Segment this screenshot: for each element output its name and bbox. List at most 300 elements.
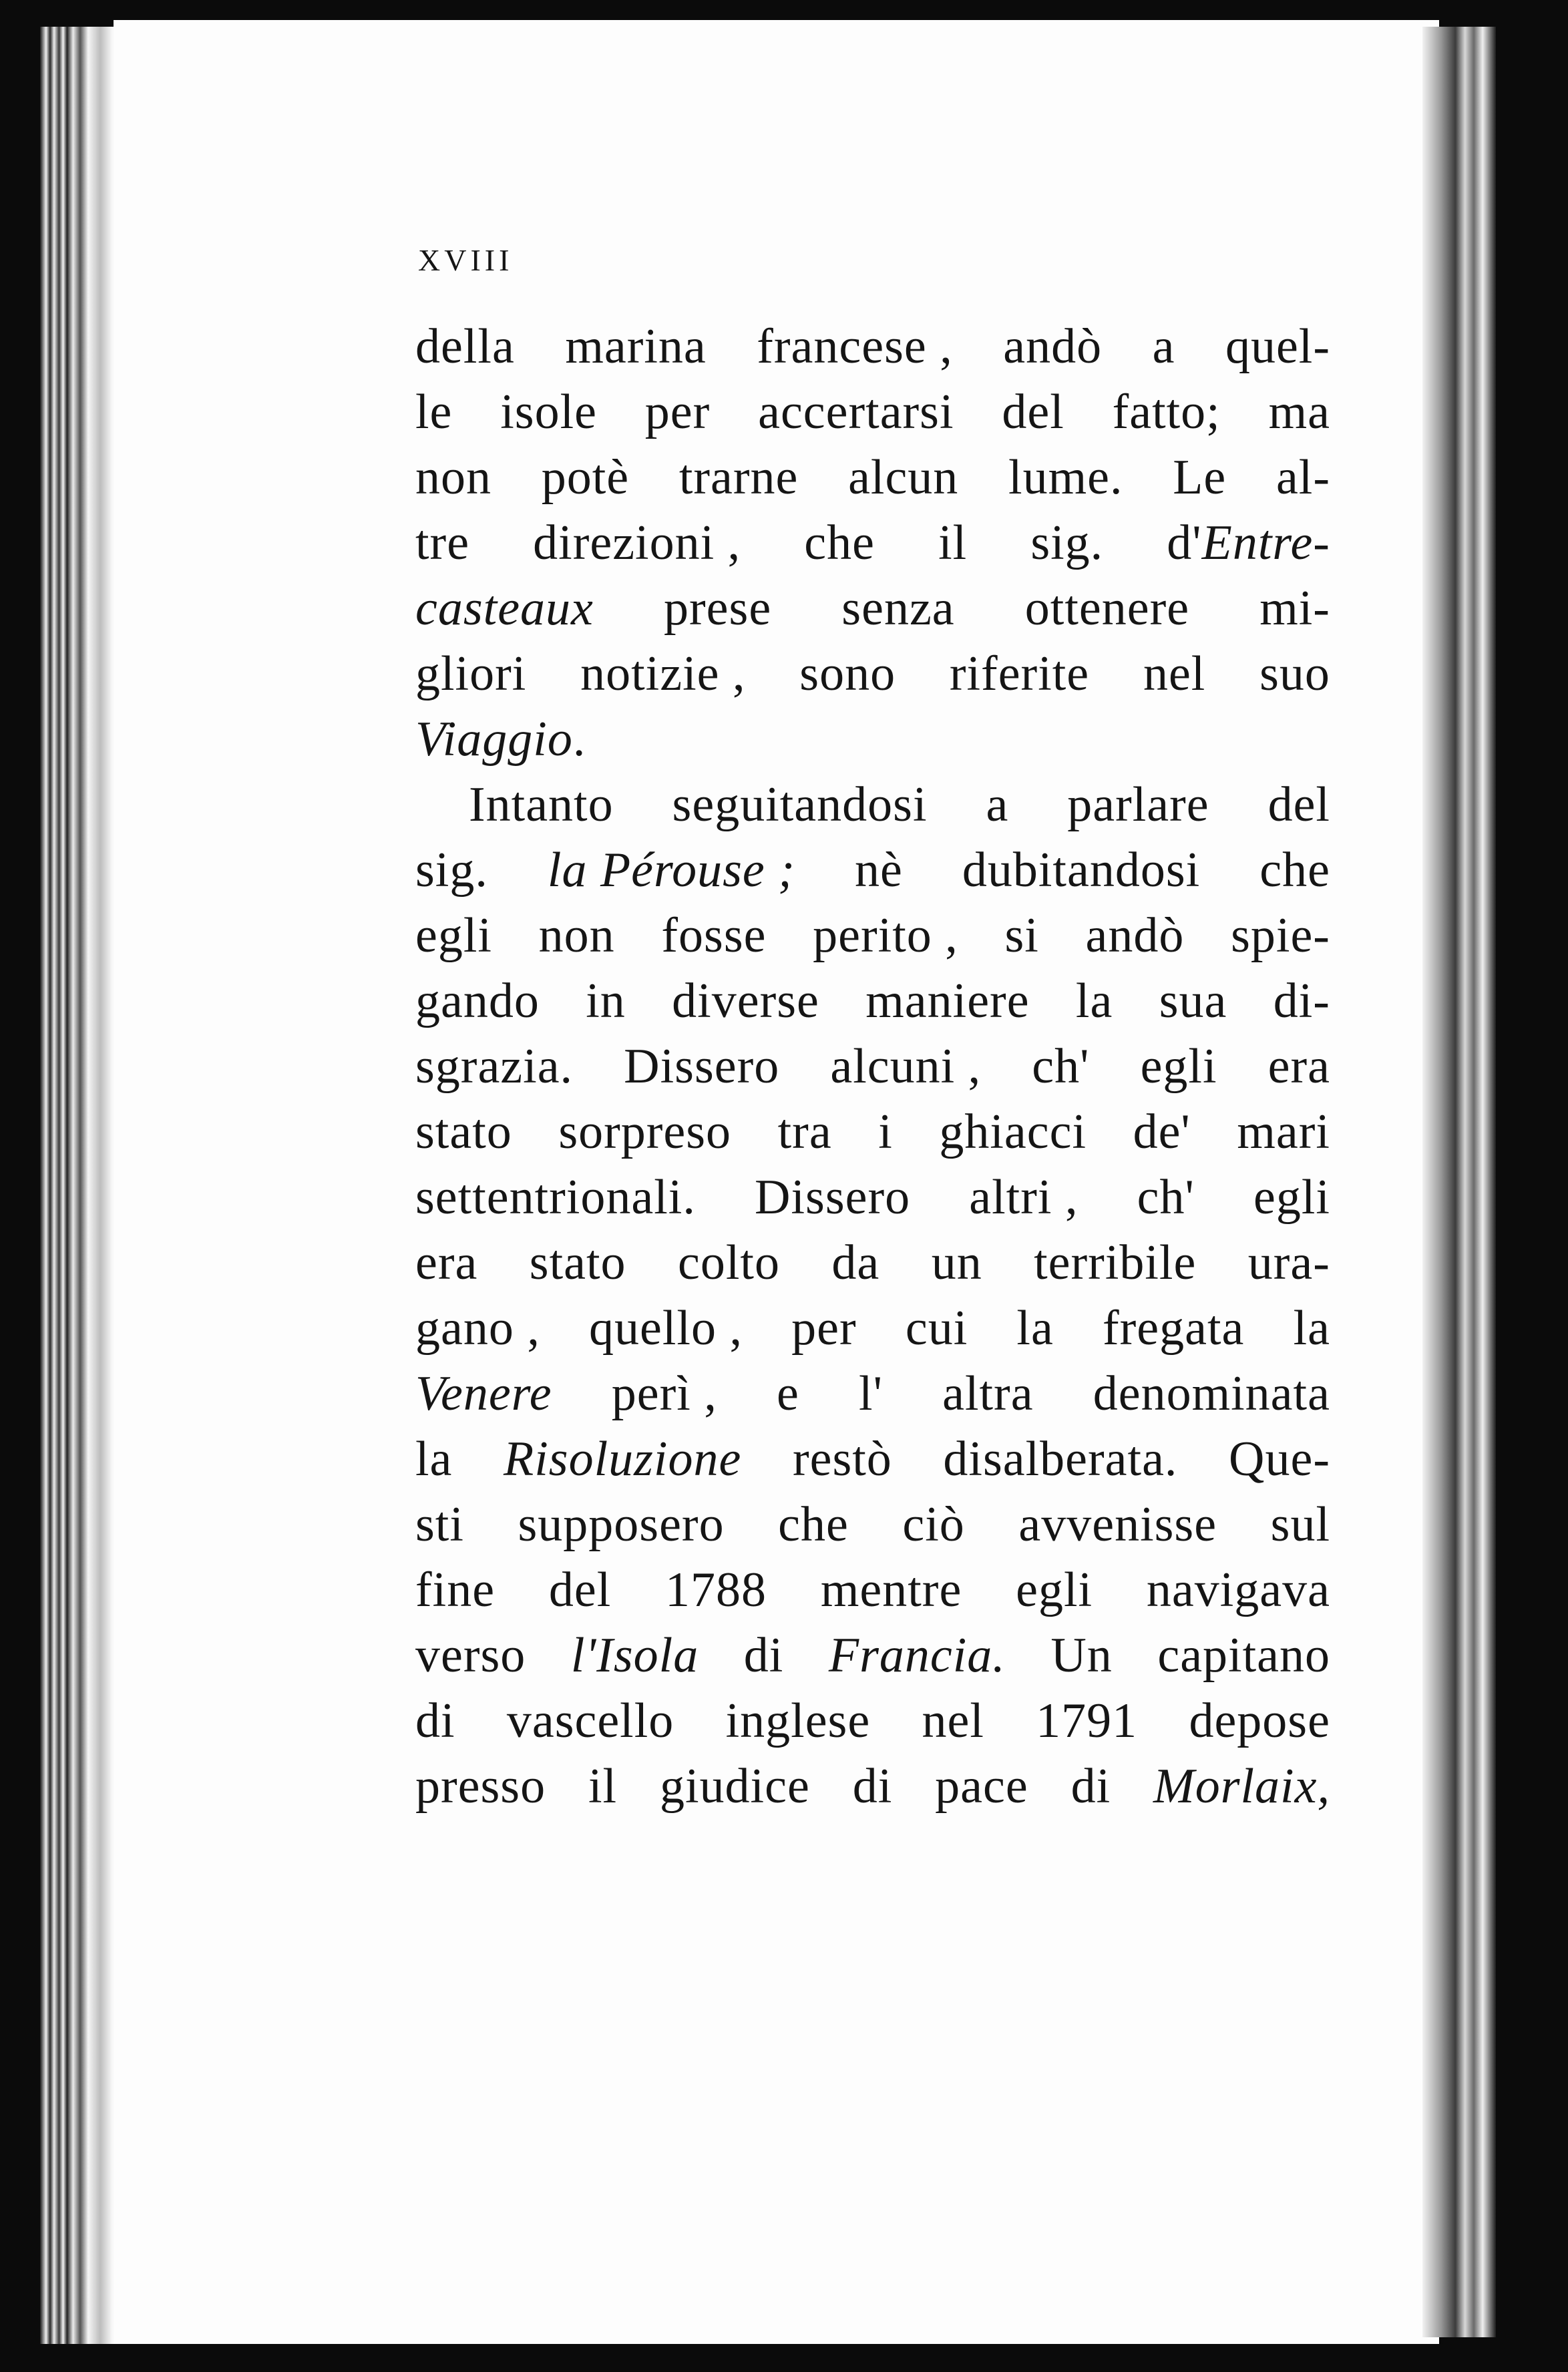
word-text: supposero [518,1497,725,1552]
text-line [415,1361,1330,1426]
word-text: pace [935,1759,1028,1814]
word-text: sig. [415,843,488,898]
word-text: perito , [813,908,958,963]
word [793,1426,892,1492]
word-text: di [1070,1759,1111,1814]
word-text: de' [1133,1105,1191,1159]
word [791,1296,857,1361]
word-text: parlare [1067,777,1209,832]
word [1173,445,1226,510]
word-text: nè [854,843,903,898]
word-text: depose [1189,1694,1330,1748]
word [922,1688,984,1754]
word [533,510,741,576]
word-text: maniere [865,974,1030,1028]
word-text: ura- [1247,1235,1330,1290]
word [938,510,967,576]
word [612,1361,717,1426]
word [1225,314,1330,379]
word-text: egli [1016,1563,1093,1617]
word-text: egli [1140,1039,1217,1094]
word-text: quello , [589,1301,743,1356]
word [507,1688,674,1754]
word-text: capitano [1157,1628,1330,1683]
word [415,379,452,445]
word [1002,379,1064,445]
word [665,1557,767,1623]
word [1025,576,1189,641]
word [415,1165,696,1230]
word [415,1296,540,1361]
word-text: egli [415,908,492,963]
word-text: che [778,1497,849,1552]
text-line [415,1557,1330,1623]
text-line [415,314,1330,379]
word-text: lume. [1008,450,1123,505]
word-text: era [1267,1039,1330,1094]
word [1141,1034,1217,1099]
word [799,641,896,707]
word-text: Intanto [469,777,614,832]
word [1268,772,1330,837]
word [777,1361,799,1426]
word-text: ma [1268,385,1330,439]
word [415,707,586,772]
word [558,1099,731,1165]
italic-word: Risoluzione [504,1432,742,1487]
word-text: era [415,1235,478,1290]
word-text: Dissero [624,1039,780,1094]
word [1034,1230,1196,1296]
word [853,1754,893,1819]
word [679,445,799,510]
word [415,1230,477,1296]
italic-word: Francia. [828,1628,1006,1683]
word-text: mentre [820,1563,962,1617]
word [1103,1296,1244,1361]
text-line [415,968,1330,1034]
word-text: di- [1273,974,1330,1028]
word-text: al- [1276,450,1330,505]
word-text: ch' [1137,1170,1195,1225]
word [415,1361,552,1426]
word-text: andò [1003,319,1103,374]
word [469,772,614,837]
italic-word: Viaggio [415,712,573,767]
word-text: senza [841,581,955,636]
word-text: sorpreso [558,1105,732,1159]
word-text: fatto; [1112,385,1221,439]
word-text: giudice [660,1759,810,1814]
word [1143,641,1205,707]
body-text [415,314,1330,1819]
text-line [415,1754,1330,1819]
word [1113,379,1221,445]
word-text: di [852,1759,893,1814]
word-text: fregata [1103,1301,1245,1356]
word-text: tra [777,1105,832,1159]
word [1133,1099,1191,1165]
word [1137,1165,1195,1230]
word [1259,641,1330,707]
word-text: accertarsi [758,385,954,439]
word [678,1230,780,1296]
word [1253,1165,1330,1230]
word-text: potè [541,450,630,505]
word [1093,1361,1330,1426]
word-text: in [586,974,626,1028]
word [565,314,706,379]
word [1259,837,1330,903]
word-text: non [415,450,492,505]
word-text: di [743,1628,784,1683]
word [1003,314,1102,379]
word [804,510,875,576]
word [1189,1688,1330,1754]
word-text: ottenere [1024,581,1190,636]
page-edge-shadow [1422,27,1496,2337]
word-text: l' [859,1366,883,1421]
word-text: sono [799,646,896,701]
word-text: quel- [1225,319,1330,374]
word [1036,1688,1137,1754]
word-text: vascello [506,1694,674,1748]
word [661,903,766,968]
word-text: a [986,777,1009,832]
word-text: riferite [949,646,1090,701]
word-text: la [1075,974,1113,1028]
word [1157,1623,1330,1688]
word [1271,1492,1330,1557]
word [932,1230,982,1296]
word-text: mi- [1259,581,1330,636]
word-text: il [588,1759,618,1814]
word [1050,1623,1112,1688]
text-line [415,707,1330,772]
word-text: trarne [678,450,799,505]
word-text: altri , [969,1170,1079,1225]
word-text: altra [942,1366,1034,1421]
word-text: ch' [1032,1039,1090,1094]
text-line [415,1230,1330,1296]
word [1159,968,1227,1034]
word-text: colto [677,1235,780,1290]
word [539,903,615,968]
word-text: presso [415,1759,546,1814]
text-line [415,1165,1330,1230]
word [1032,1034,1089,1099]
word-text: Dissero [755,1170,911,1225]
italic-word: la Pérouse ; [547,843,795,898]
word-text: 1791 [1036,1694,1138,1748]
word-text: prese [664,581,772,636]
word [1167,510,1330,576]
word-text: gliori [415,646,527,701]
word-text: notizie , [580,646,746,701]
word-text: della [415,319,515,374]
word [1248,1230,1330,1296]
word-text: per [791,1301,857,1356]
word-text: gando [415,974,540,1028]
word [415,314,515,379]
word [504,1426,741,1492]
word [1147,1557,1330,1623]
text-line [415,1426,1330,1492]
word-text: del [1267,777,1330,832]
word [855,837,903,903]
word [588,1754,617,1819]
word-text: fosse [661,908,767,963]
word [530,1230,626,1296]
word-text: Un [1050,1628,1113,1683]
word-text: il [938,516,968,570]
text-line [415,903,1330,968]
word [778,1099,832,1165]
word [571,1623,699,1688]
word [664,576,771,641]
word [902,1492,964,1557]
word-text: nel [922,1694,984,1748]
word [841,576,954,641]
word-text: non [538,908,615,963]
word-text: la [1016,1301,1054,1356]
word-text: un [931,1235,982,1290]
word [969,1165,1078,1230]
word-text: la [415,1432,453,1487]
word-text: marina [565,319,707,374]
page-number: XVIII [418,243,514,277]
word-text: perì , [611,1366,717,1421]
word [415,903,492,968]
word [1276,445,1330,510]
word [415,641,526,707]
word-text: che [1259,843,1330,898]
word-text: navigava [1146,1563,1330,1617]
word [848,445,958,510]
word [1016,1296,1053,1361]
word-text: avvenisse [1018,1497,1217,1552]
word-text: suo [1259,646,1330,701]
word [813,903,958,968]
word [415,445,492,510]
word [1153,314,1175,379]
word [549,1557,611,1623]
word [580,641,745,707]
word-text: gano , [415,1301,540,1356]
word-text: direzioni , [533,516,741,570]
word-text: nel [1143,646,1206,701]
word-text: del [1002,385,1064,439]
text-line [415,445,1330,510]
word [831,1230,879,1296]
word-text: seguitandosi [672,777,928,832]
word [1067,772,1209,837]
word-text: mari [1237,1105,1330,1159]
word [950,641,1089,707]
italic-word: l'Isola [570,1628,699,1683]
word-text: si [1004,908,1039,963]
word [1268,1034,1330,1099]
word-text: sig. [1030,516,1104,570]
text-line [415,641,1330,707]
word [415,1754,546,1819]
word [624,1034,779,1099]
word-text: cui [905,1301,968,1356]
text-line [415,1296,1330,1361]
word-text: . [572,712,586,767]
word [672,772,928,837]
word-text: le [415,385,453,439]
word [878,1099,893,1165]
word-text: sul [1270,1497,1330,1552]
word [1018,1492,1217,1557]
word [1231,903,1330,968]
word-text: che [804,516,875,570]
word [548,837,795,903]
word-text: alcun [848,450,959,505]
word-text: egli [1253,1170,1330,1225]
text-line [415,1034,1330,1099]
word-text: spie- [1231,908,1330,963]
word [1237,1099,1330,1165]
text-block [415,240,1330,1819]
text-line [415,510,1330,576]
word-text: i [878,1105,893,1159]
word [986,772,1008,837]
word [757,314,952,379]
word [778,1492,849,1557]
italic-word: Morlaix, [1153,1759,1330,1814]
word-text: ciò [902,1497,965,1552]
word-text: la [1293,1301,1330,1356]
word [1016,1557,1093,1623]
word-text: andò [1085,908,1185,963]
word [1229,1426,1330,1492]
word-text: Le [1173,450,1227,505]
word [542,445,629,510]
word [1086,903,1185,968]
word [415,1492,464,1557]
word-text: restò [792,1432,892,1487]
word [1008,445,1123,510]
italic-word: Entre- [1201,516,1330,570]
word [755,1165,910,1230]
word-text: terribile [1034,1235,1197,1290]
word [672,968,819,1034]
word-text: da [831,1235,880,1290]
word [942,1361,1033,1426]
word [1294,1296,1330,1361]
word [415,1623,526,1688]
word-text: verso [415,1628,526,1683]
word [415,1688,455,1754]
word-text: 1788 [665,1563,767,1617]
word [415,576,594,641]
word-text: d' [1167,516,1202,570]
word [415,1426,452,1492]
word [906,1296,968,1361]
word-text: Que- [1229,1432,1330,1487]
word-text: fine [415,1563,496,1617]
word [859,1361,883,1426]
word [586,968,626,1034]
word [830,1034,981,1099]
word [943,1426,1177,1492]
word [415,1099,512,1165]
word-text: stato [529,1235,626,1290]
text-line [415,837,1330,903]
word-text: del [548,1563,612,1617]
word-text: sua [1159,974,1227,1028]
word [1269,379,1330,445]
text-line [415,576,1330,641]
word-text: francese , [757,319,953,374]
word-text: disalberata. [943,1432,1178,1487]
word [726,1688,871,1754]
word [1071,1754,1111,1819]
word [935,1754,1028,1819]
word [1004,903,1038,968]
text-line [415,1492,1330,1557]
word-text: a [1152,319,1175,374]
word-text: sti [415,1497,464,1552]
word-text: alcuni , [830,1039,982,1094]
word [939,1099,1087,1165]
word [744,1623,784,1688]
word [415,1034,573,1099]
text-line [415,772,1330,837]
word [500,379,597,445]
word-text: denominata [1093,1366,1330,1421]
word [865,968,1029,1034]
italic-word: casteaux [415,581,594,636]
word [829,1623,1006,1688]
word-text: diverse [672,974,819,1028]
word [415,510,469,576]
word [821,1557,962,1623]
word-text: inglese [725,1694,871,1748]
word-text: sgrazia. [415,1039,574,1094]
word [645,379,711,445]
word [1259,576,1330,641]
word [758,379,954,445]
word [518,1492,724,1557]
word [1076,968,1113,1034]
word [415,837,488,903]
word [1030,510,1103,576]
italic-word: Venere [415,1366,552,1421]
word-text: dubitandosi [962,843,1201,898]
word [1153,1754,1330,1819]
word-text: settentrionali. [415,1170,696,1225]
text-line [415,379,1330,445]
word-text: e [776,1366,799,1421]
word [962,837,1200,903]
word-text: ghiacci [939,1105,1087,1159]
word-text: per [644,385,711,439]
word-text: stato [415,1105,512,1159]
word-text: isole [500,385,597,439]
word-text: di [415,1694,455,1748]
word [415,968,540,1034]
word [660,1754,810,1819]
word [589,1296,743,1361]
text-line [415,1099,1330,1165]
word-text: tre [415,516,470,570]
word [1273,968,1330,1034]
word [415,1557,495,1623]
text-line [415,1623,1330,1688]
